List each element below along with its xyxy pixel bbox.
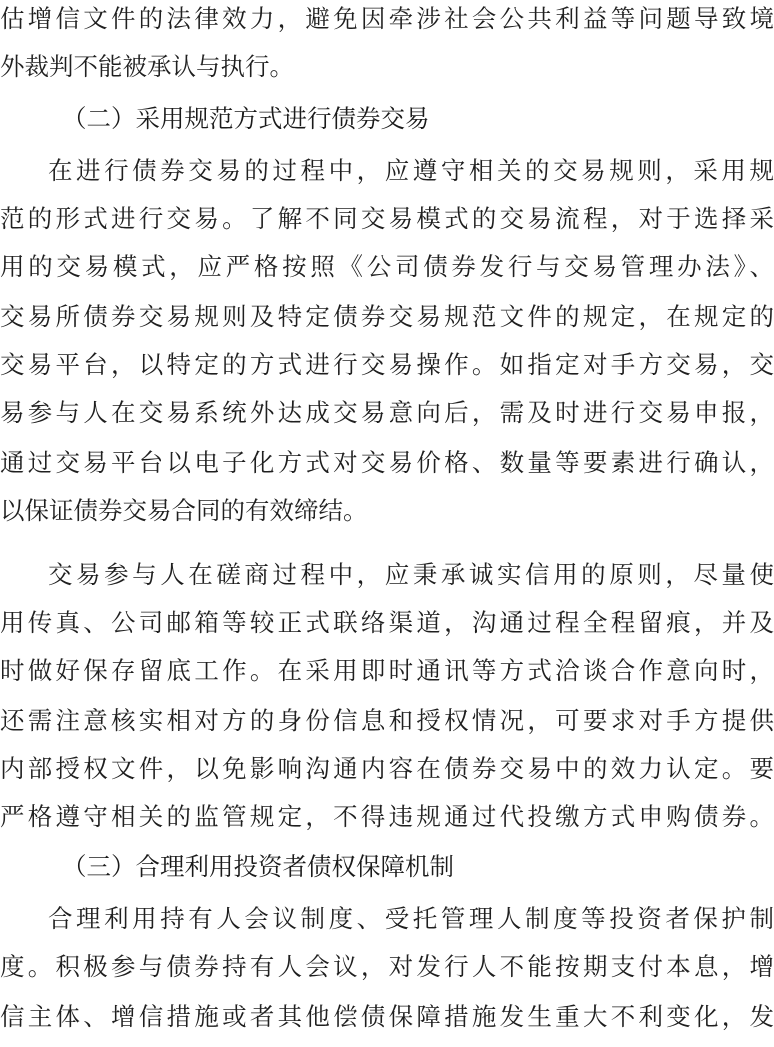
text-line: 交易所债券交易规则及特定债券交易规范文件的规定，在规定的 [0,302,774,331]
text-line: 外裁判不能被承认与执行。 [0,52,294,81]
text-line: 范的形式进行交易。了解不同交易模式的交易流程，对于选择采 [0,204,774,233]
section-heading-2: （二）采用规范方式进行债券交易 [62,104,430,133]
text-line: 内部授权文件，以免影响沟通内容在债券交易中的效力认定。要 [0,754,774,783]
text-line: 信主体、增信措施或者其他偿债保障措施发生重大不利变化，发 [0,1002,774,1031]
text-line: 还需注意核实相对方的身份信息和授权情况，可要求对手方提供 [0,706,774,735]
text-line: 严格遵守相关的监管规定，不得违规通过代投缴方式申购债券。 [0,802,774,831]
text-line: 易参与人在交易系统外达成交易意向后，需及时进行交易申报， [0,398,774,427]
text-line: 合理利用持有人会议制度、受托管理人制度等投资者保护制 [48,904,774,933]
text-line: 在进行债券交易的过程中，应遵守相关的交易规则，采用规 [48,156,774,185]
text-line: 用的交易模式，应严格按照《公司债券发行与交易管理办法》、 [0,252,774,281]
text-line: 用传真、公司邮箱等较正式联络渠道，沟通过程全程留痕，并及 [0,608,774,637]
text-line: 交易平台，以特定的方式进行交易操作。如指定对手方交易，交 [0,350,774,379]
text-line: 交易参与人在磋商过程中，应秉承诚实信用的原则，尽量使 [48,560,774,589]
section-heading-3: （三）合理利用投资者债权保障机制 [62,852,454,881]
text-line: 度。积极参与债券持有人会议，对发行人不能按期支付本息，增 [0,952,774,981]
text-line: 通过交易平台以电子化方式对交易价格、数量等要素进行确认， [0,448,774,477]
text-line: 时做好保存留底工作。在采用即时通讯等方式洽谈合作意向时， [0,656,774,685]
text-line: 估增信文件的法律效力，避免因牵涉社会公共利益等问题导致境 [0,4,774,33]
text-line: 以保证债券交易合同的有效缔结。 [0,496,368,525]
